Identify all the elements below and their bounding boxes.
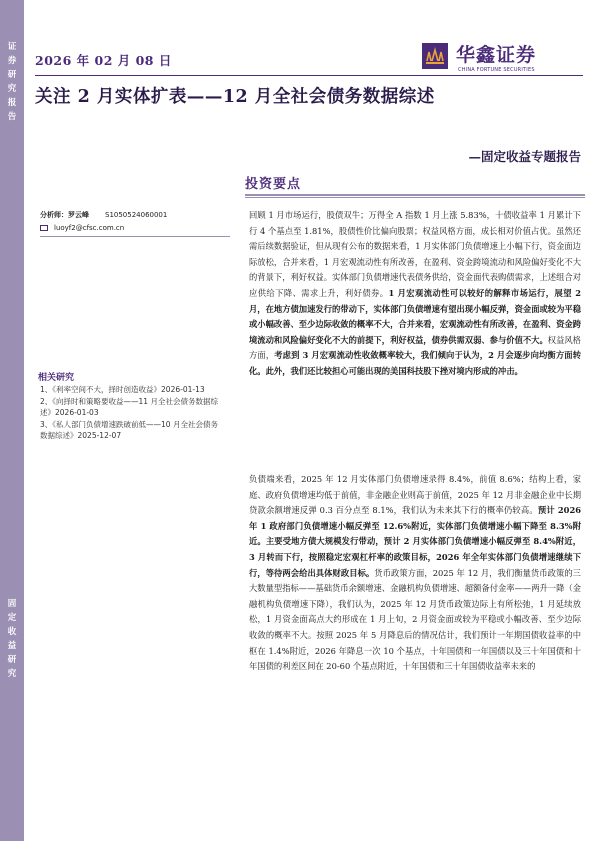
report-date: 2026 年 02 月 08 日 — [35, 53, 172, 68]
analyst-info — [40, 210, 167, 220]
analyst-certificate: S1050524060001 — [105, 211, 168, 219]
section-divider-thin — [245, 197, 585, 198]
sidebar-divider — [40, 236, 230, 237]
body-paragraph-2: 负债端来看，2025 年 12 月实体部门负债增速录得 8.4%，前值 8.6%；结构上看，家庭、政府负债增速均低于前值，非金融企业则高于前值，2025 年 12 月非金融企业中长期贷款余额增速反弹 0.3 百分点至 8.1%，我们认为未来其下行的概率仍较高。预计 2026 年 1 政府部门负债增速小幅反弹至 12.6%附近，实体部门负债增速小幅下降至 8.3%附近。主要受地方债大规模发行带动，预计 2 月实体部门负债增速小幅反弹至 8.4%附近，3 月转而下行，按照稳定宏观杠杆率的政策目标，2026 年全年实体部门负债增速继续下行，等待两会给出具体财政目标。货币政策方面，2025 年 12 月，我们衡量货币政策的三大数量型指标——基础货币余额增速、金融机构负债增速、超额备付金率——两升一降（金融机构负债增速下降），我们认为，2025 年 12 月货币政策边际上有所松弛，1 月延续放松，1 月资金面高点大约形成在 1 月上旬，2 月资金面或较为平稳或小幅改善、至少边际收敛的概率不大。按照 2025 年 5 月降息后的情况估计，我们预计一年期国债收益率的中枢在 1.4%附近，2026 年降息一次 10 个基点，十年国债和一年国债以及三十年国债和十年国债的利差区间在 20-60 个基点附近，十年国债和三十年国债收益率未来的 — [249, 474, 581, 672]
related-research-item[interactable]: 2、《向择时和策略要收益——11 月全社会债务数据综述》2026-01-03 — [40, 396, 218, 417]
related-research-item[interactable]: 3、《私人部门负债增速跌破前低——10 月全社会债务数据综述》2025-12-07 — [40, 419, 218, 440]
analyst-email[interactable]: luoyf2@cfsc.com.cn — [54, 224, 125, 232]
band-label-report-type: 证 券 研 究 报 告 — [7, 42, 17, 122]
logo-chinese-name: 华鑫证券 — [456, 44, 537, 66]
logo-english-name: CHINA FORTUNE SECURITIES — [458, 67, 535, 73]
analyst-name: 分析师：罗云峰 — [40, 211, 89, 219]
logo-mark-icon — [422, 43, 448, 69]
section-heading-key-points: 投资要点 — [245, 177, 302, 192]
company-logo — [422, 40, 582, 76]
section-divider — [245, 194, 585, 196]
related-research-heading: 相关研究 — [38, 373, 75, 383]
body-paragraph-1: 回顾 1 月市场运行，股债双牛；万得全 A 指数 1 月上涨 5.83%，十债收益率 1 月累计下行 4 个基点至 1.81%，股债性价比偏向股票；权益风格方面，成长相对价值占优。虽然还需后续数据验证，但从现有公布的数据来看，1 月实体部门负债增速上小幅下行，资金面边际放松，合并来看，1 月宏观流动性有所改善，在盈利、资金跨境流动和风险偏好变化不大的背景下，利好权益。实体部门负债增速代表债务供给，资金面代表购债需求，上述组合对应供给下降、需求上升，利好债券。1 月宏观流动性可以较好的解释市场运行，展望 2 月，在地方债加速发行的带动下，实体部门负债增速有望出现小幅反弹，资金面或较为平稳或小幅改善、至少边际收敛的概率不大，合并来看，宏观流动性有所改善，在盈利、资金跨境流动和风险偏好变化不大的前提下，利好权益，债券供需双弱、参与价值不大。权益风格方面，考虑到 3 月宏观流动性收敛概率较大，我们倾向于认为，2 月会逐步向均衡方面转化。此外，我们还比较担心可能出现的美国科技股下挫对境内形成的冲击。 — [249, 210, 581, 376]
header-divider — [35, 75, 583, 76]
related-research-item[interactable]: 1、《利率空间不大，择时创造收益》2026-01-13 — [40, 385, 205, 394]
left-side-band — [0, 0, 24, 841]
report-title: 关注 2 月实体扩表——12 月全社会债务数据综述 — [35, 87, 435, 107]
related-research-list — [40, 384, 220, 442]
analyst-email-row — [40, 224, 124, 232]
mail-icon — [40, 225, 48, 231]
band-label-category: 固 定 收 益 研 究 — [7, 599, 17, 679]
report-subtitle: —固定收益专题报告 — [468, 149, 581, 164]
